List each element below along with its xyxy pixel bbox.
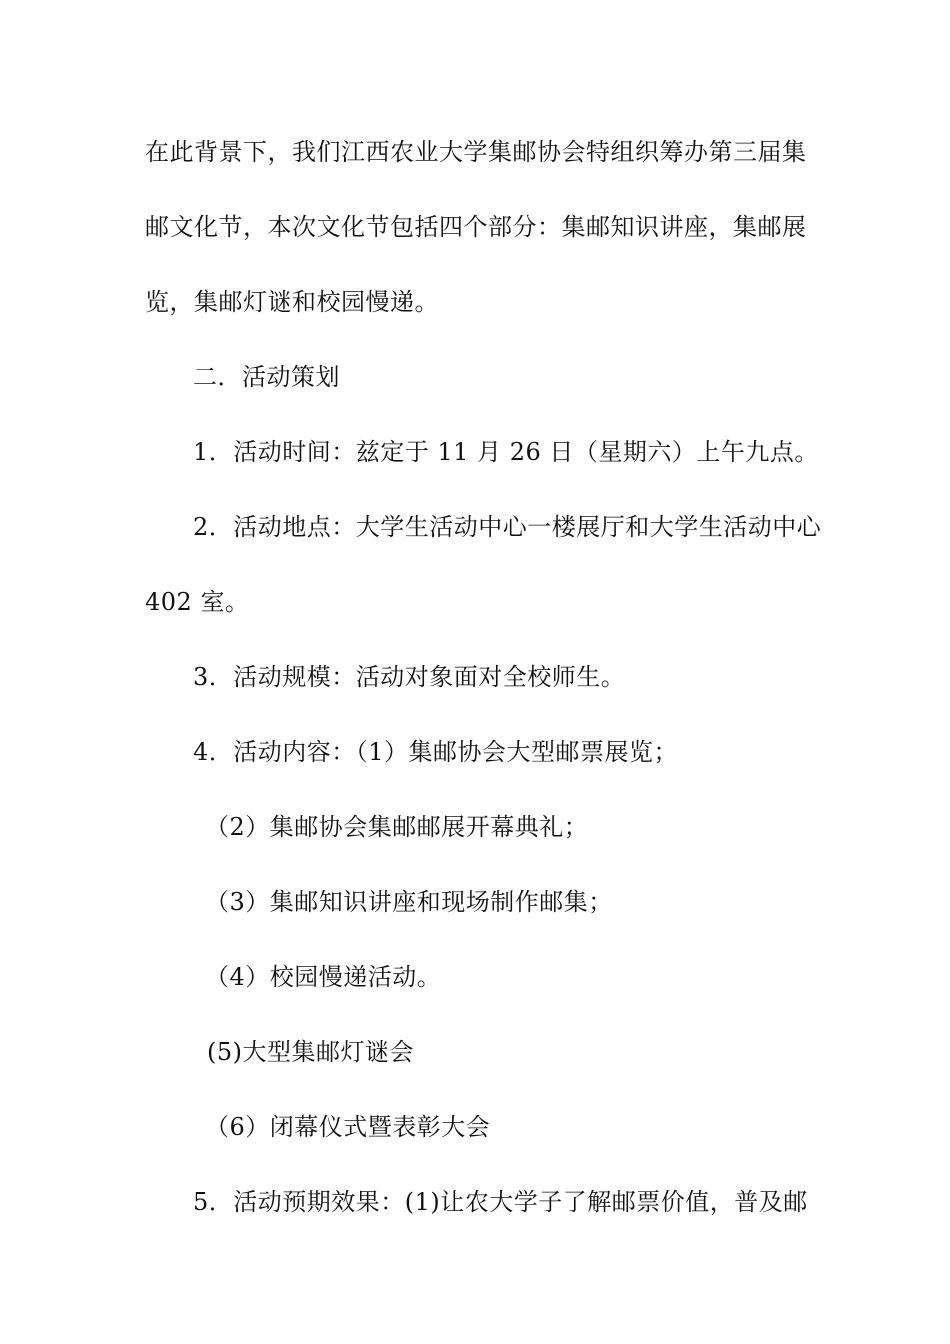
list-item-scale: 3．活动规模：活动对象面对全校师生。 bbox=[193, 663, 626, 691]
sub-item: （6）闭幕仪式暨表彰大会 bbox=[205, 1113, 491, 1141]
sub-item: （3）集邮知识讲座和现场制作邮集； bbox=[205, 888, 613, 916]
list-item-location-cont: 402 室。 bbox=[145, 588, 250, 616]
list-item-time: 1．活动时间：兹定于 11 月 26 日（星期六）上午九点。 bbox=[193, 438, 819, 466]
section-heading: 二．活动策划 bbox=[193, 363, 340, 391]
body-text-line: 览，集邮灯谜和校园慢递。 bbox=[145, 288, 439, 316]
body-text-line: 在此背景下，我们江西农业大学集邮协会特组织筹办第三届集 bbox=[145, 138, 807, 166]
sub-item: （2）集邮协会集邮邮展开幕典礼； bbox=[205, 813, 589, 841]
list-item-effect: 5．活动预期效果：(1)让农大学子了解邮票价值，普及邮 bbox=[193, 1188, 808, 1216]
list-item-location: 2．活动地点：大学生活动中心一楼展厅和大学生活动中心 bbox=[193, 513, 822, 541]
sub-item: （4）校园慢递活动。 bbox=[205, 963, 442, 991]
sub-item: (5)大型集邮灯谜会 bbox=[207, 1038, 414, 1066]
body-text-line: 邮文化节，本次文化节包括四个部分：集邮知识讲座，集邮展 bbox=[145, 213, 807, 241]
list-item-content: 4．活动内容：（1）集邮协会大型邮票展览； bbox=[193, 738, 679, 766]
